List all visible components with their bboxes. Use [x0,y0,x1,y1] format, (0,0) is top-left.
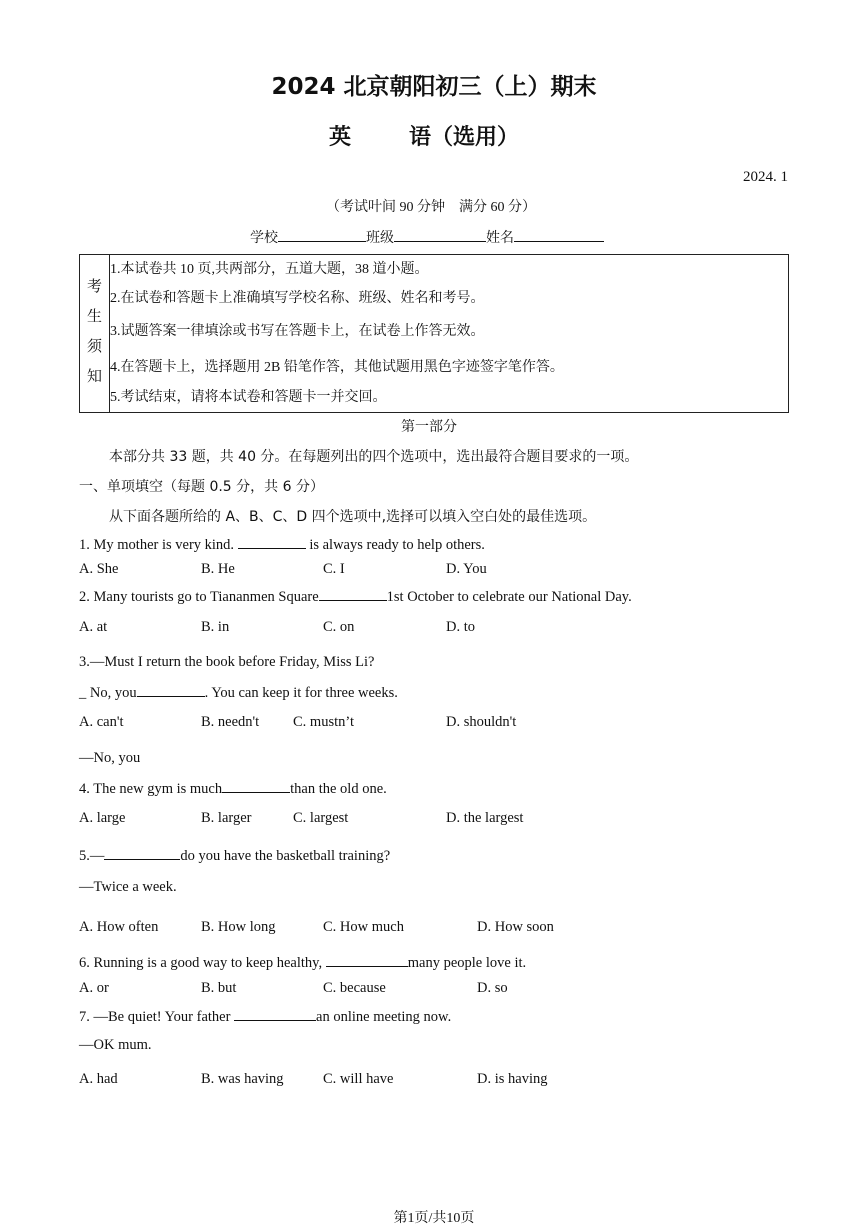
option-c[interactable]: C. I [323,561,345,577]
question-text: 5.— [79,848,105,864]
option-c[interactable]: C. largest [293,810,349,826]
option-a[interactable]: A. How often [79,919,159,935]
answer-blank[interactable] [137,683,205,697]
option-b[interactable]: B. but [201,980,237,996]
question-2 [79,587,632,606]
question-1 [79,535,485,554]
exam-notice-box [79,254,789,413]
notice-label-char: 考 [87,279,103,295]
option-a[interactable]: A. at [79,619,108,635]
option-c[interactable]: C. because [323,980,386,996]
option-a[interactable]: A. She [79,561,119,577]
option-d[interactable]: D. You [446,561,487,577]
question-text: . You can keep it for three weeks. [204,685,398,701]
answer-blank[interactable] [234,1007,316,1021]
option-a[interactable]: A. or [79,980,109,996]
question-text: is always ready to help others. [309,537,485,553]
name-blank[interactable] [514,228,604,242]
question-text: than the old one. [290,781,387,797]
question-5-reply: —Twice a week. [79,879,177,895]
question-3-extra: —No, you [79,750,141,766]
option-d[interactable]: D. is having [477,1071,548,1087]
answer-blank[interactable] [104,846,180,860]
notice-item: 5.考试结束，请将本试卷和答题卡一并交回。 [110,390,387,405]
option-c[interactable]: C. How much [323,919,404,935]
student-info-row [250,227,604,247]
notice-label-char: 生 [87,309,103,325]
notice-item: 3.试题答案一律填涂或书写在答题卡上，在试卷上作答无效。 [110,324,485,339]
question-text: an online meeting now. [316,1009,452,1025]
class-label: 班级 [366,231,394,246]
question-text: many people love it. [407,955,527,971]
part-intro: 本部分共 33 题，共 40 分。在每题列出的四个选项中，选出最符合题目要求的一项。 [109,449,639,465]
option-c[interactable]: C. will have [323,1071,394,1087]
notice-item: 4.在答题卡上，选择题用 2B 铅笔作答，其他试题用黑色字迹签字笔作答。 [110,360,564,375]
option-a[interactable]: A. had [79,1071,118,1087]
option-d[interactable]: D. to [446,619,475,635]
option-b[interactable]: B. larger [201,810,252,826]
page-number: 第1页/共10页 [393,1211,475,1226]
question-7 [79,1007,451,1026]
question-text: 4. The new gym is much [79,781,223,797]
school-label: 学校 [250,231,278,246]
school-blank[interactable] [278,228,366,242]
question-3-reply [79,683,398,702]
question-text: _ No, you [79,685,137,701]
option-a[interactable]: A. large [79,810,126,826]
subject-title: 语（选用） [409,125,520,150]
question-4 [79,779,387,798]
part-heading: 第一部分 [401,419,457,435]
question-7-reply: —OK mum. [79,1037,152,1053]
notice-item: 2.在试卷和答题卡上准确填写学校名称、班级、姓名和考号。 [110,291,485,306]
option-d[interactable]: D. How soon [477,919,554,935]
option-b[interactable]: B. needn't [201,714,260,730]
option-d[interactable]: D. so [477,980,508,996]
option-c[interactable]: C. on [323,619,355,635]
answer-blank[interactable] [326,953,408,967]
question-text: 1st October to celebrate our National Day. [386,589,632,605]
question-5 [79,846,390,865]
notice-label [80,255,110,412]
exam-date: 2024. 1 [743,169,788,185]
answer-blank[interactable] [222,779,290,793]
option-b[interactable]: B. He [201,561,235,577]
question-text: do you have the basketball training? [180,848,391,864]
notice-label-char: 须 [87,339,103,355]
class-blank[interactable] [394,228,486,242]
question-text: 2. Many tourists go to Tiananmen Square [79,589,319,605]
answer-blank[interactable] [319,587,387,601]
option-c[interactable]: C. mustn’t [293,714,354,730]
question-3: 3.—Must I return the book before Friday, Miss Li? [79,654,375,670]
option-a[interactable]: A. can't [79,714,124,730]
question-text: 7. —Be quiet! Your father [79,1009,231,1025]
question-text: 1. My mother is very kind. [79,537,235,553]
exam-info: （考试叶间 90 分钟 满分 60 分） [326,200,536,215]
subject-char-1: 英 [329,125,352,150]
option-d[interactable]: D. shouldn't [446,714,517,730]
exam-title: 2024 北京朝阳初三（上）期末 [271,74,597,100]
notice-label-char: 知 [87,369,103,385]
question-6 [79,953,526,972]
option-b[interactable]: B. in [201,619,230,635]
name-label: 姓名 [486,231,514,246]
question-text: 6. Running is a good way to keep healthy, [79,955,323,971]
notice-item: 1.本试卷共 10 页,共两部分，五道大题，38 道小题。 [110,262,429,277]
option-b[interactable]: B. was having [201,1071,284,1087]
option-d[interactable]: D. the largest [446,810,524,826]
answer-blank[interactable] [238,535,306,549]
section-title: 一、单项填空（每题 0.5 分，共 6 分） [79,479,324,495]
option-b[interactable]: B. How long [201,919,276,935]
section-instructions: 从下面各题所给的 A、B、C、D 四个选项中,选择可以填入空白处的最佳选项。 [109,509,597,525]
